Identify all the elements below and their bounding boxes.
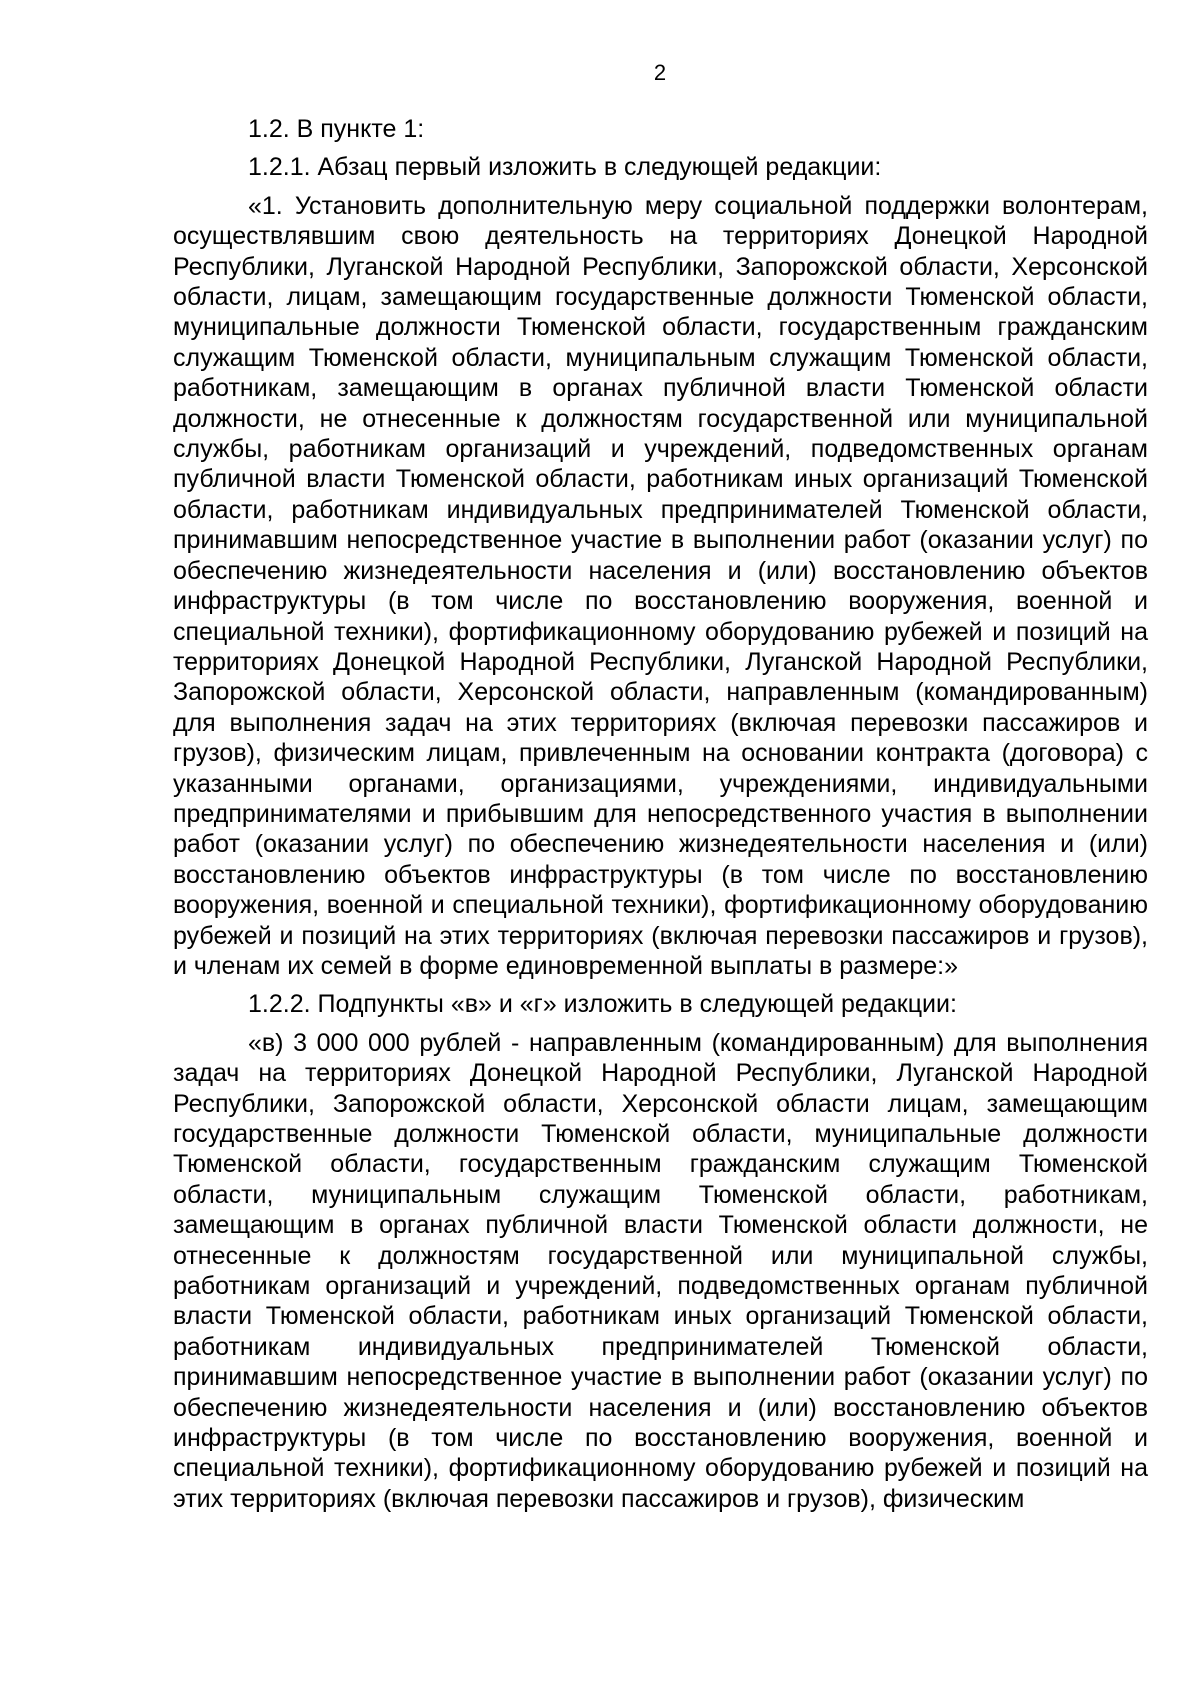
paragraph-quoted-item-1: «1. Установить дополнительную меру социальной поддержки волонтерам, осуществлявшим свою деятельность на территориях Донецкой Народной Республики, Луганской Народной Республики, Запорожской области, Херсонской области, лицам, замещающим государственные должности Тюменской области, муниципальные должности Тюменской области, государственным гражданским служащим Тюменской области, муниципальным служащим Тюменской области, работникам, замещающим в органах публичной власти Тюменской области должности, не отнесенные к должностям государственной или муниципальной службы, работникам организаций и учреждений, подведомственных органам публичной власти Тюменской области, работникам иных организаций Тюменской области, работникам индивидуальных предпринимателей Тюменской области, принимавшим непосредственное участие в выполнении работ (оказании услуг) по обеспечению жизнедеятельности населения и (или) восстановлению объектов инфраструктуры (в том числе по восстановлению вооружения, военной и специальной техники), фортификационному оборудованию рубежей и позиций на территориях Донецкой Народной Республики, Луганской Народной Республики, Запорожской области, Херсонской области, направленным (командированным) для выполнения задач на этих территориях (включая перевозки пассажиров и грузов), физическим лицам, привлеченным на основании контракта (договора) с указанными органами, организациями, учреждениями, индивидуальными предпринимателями и прибывшим для непосредственного участия в выполнении работ (оказании услуг) по обеспечению жизнедеятельности населения и (или) восстановлению объектов инфраструктуры (в том числе по восстановлению вооружения, военной и специальной техники), фортификационному оборудованию рубежей и позиций на этих территориях (включая перевозки пассажиров и грузов), и членам их семей в форме единовременной выплаты в размере:» [173,191,1148,980]
document-body [173,114,1148,1514]
paragraph-item-1-2-2: 1.2.2. Подпункты «в» и «г» изложить в следующей редакции: [248,990,957,1019]
paragraph-item-1-2-1: 1.2.1. Абзац первый изложить в следующей редакции: [248,153,882,182]
paragraph-item-1-2: 1.2. В пункте 1: [248,115,425,143]
page-number: 2 [653,60,667,85]
paragraph-subitem-v: «в) 3 000 000 рублей - направленным (командированным) для выполнения задач на территориях Донецкой Народной Республики, Луганской Народной Республики, Запорожской области, Херсонской области лицам, замещающим государственные должности Тюменской области, муниципальные должности Тюменской области, государственным гражданским служащим Тюменской области, муниципальным служащим Тюменской области, работникам, замещающим в органах публичной власти Тюменской области должности, не отнесенные к должностям государственной или муниципальной службы, работникам организаций и учреждений, подведомственных органам публичной власти Тюменской области, работникам иных организаций Тюменской области, работникам индивидуальных предпринимателей Тюменской области, принимавшим непосредственное участие в выполнении работ (оказании услуг) по обеспечению жизнедеятельности населения и (или) восстановлению объектов инфраструктуры (в том числе по восстановлению вооружения, военной и специальной техники), фортификационному оборудованию рубежей и позиций на этих территориях (включая перевозки пассажиров и грузов), физическим [173,1028,1148,1513]
